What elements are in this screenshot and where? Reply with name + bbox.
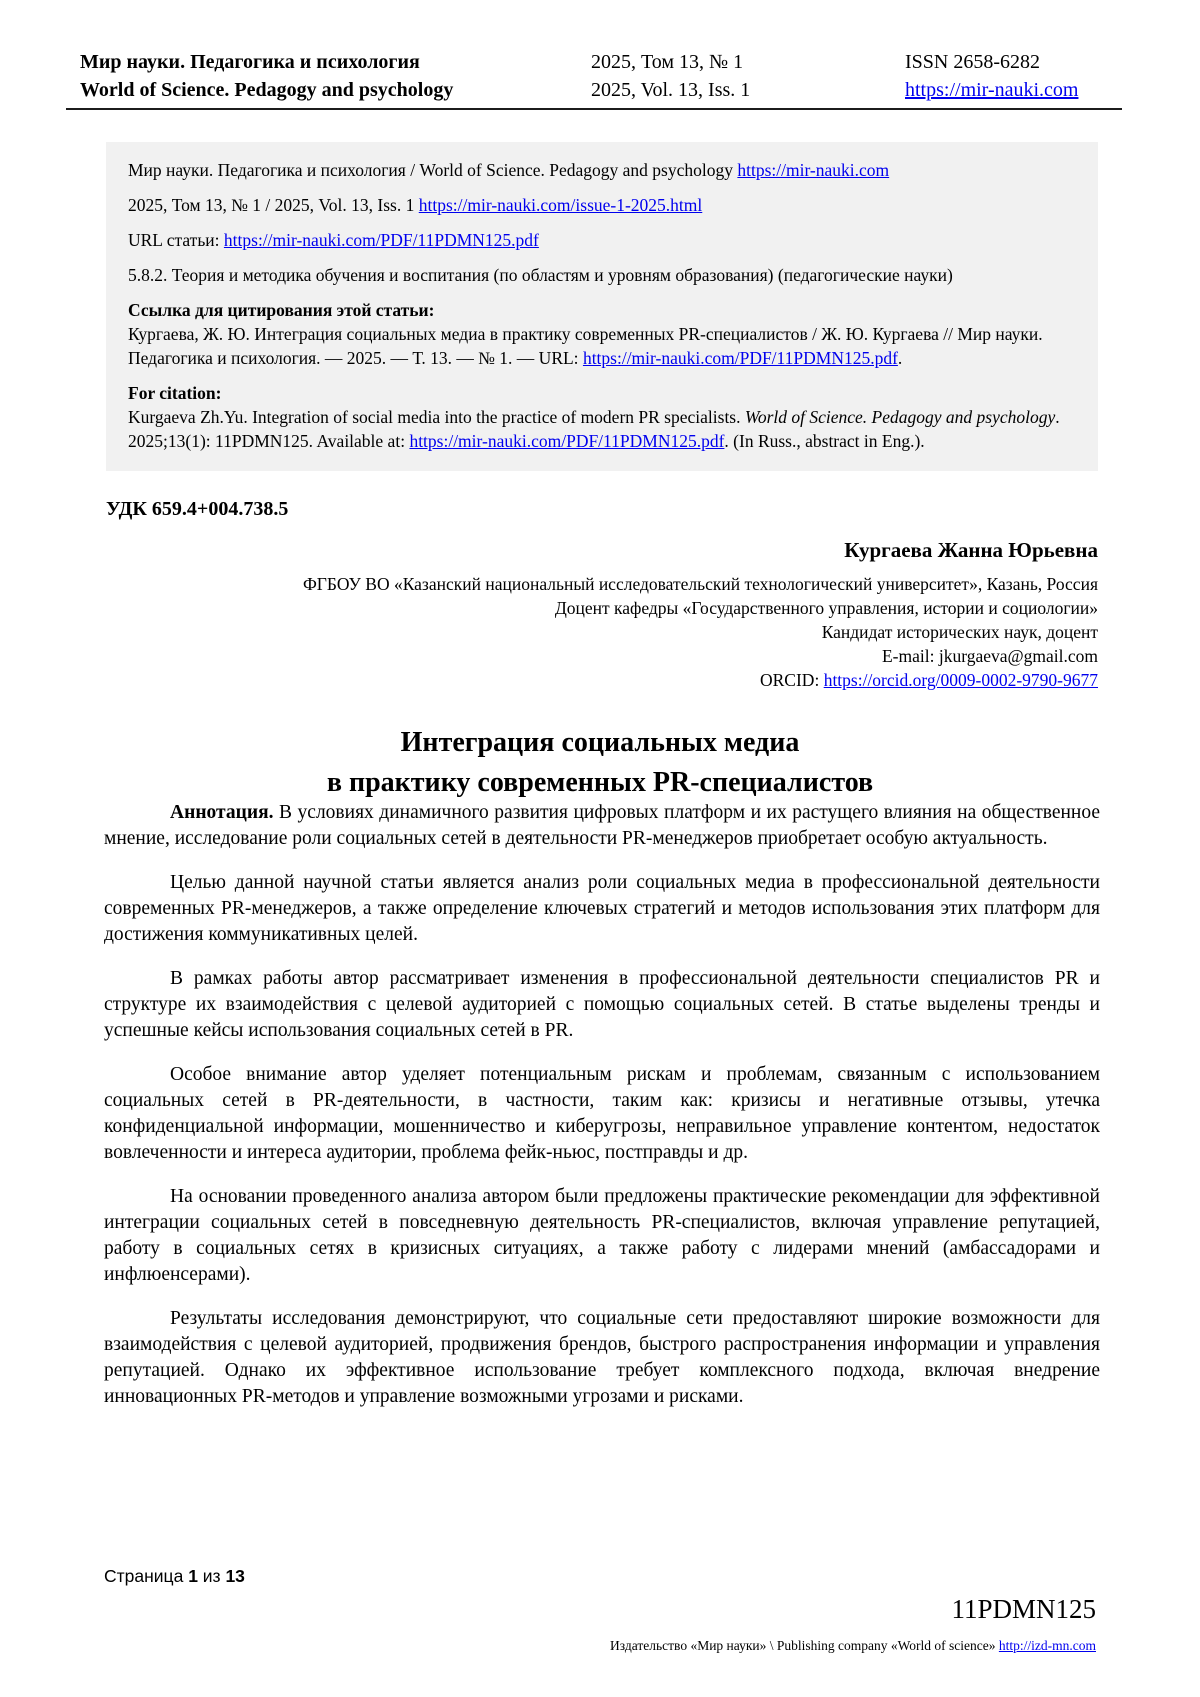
box-article-url-link[interactable]: https://mir-nauki.com/PDF/11PDMN125.pdf	[223, 230, 539, 250]
article-id: 11PDMN125	[951, 1594, 1096, 1624]
publisher-text: Издательство «Мир науки» \ Publishing company «World of science»	[610, 1638, 999, 1653]
box-journal-text: Мир науки. Педагогика и психология / World of Science. Pedagogy and psychology	[128, 160, 738, 180]
page-counter-current: 1	[188, 1566, 198, 1586]
email-label: E-mail:	[881, 646, 939, 666]
ru-citation-link[interactable]: https://mir-nauki.com/PDF/11PDMN125.pdf	[582, 348, 898, 368]
author-orcid-line	[106, 668, 1098, 692]
page-counter-total: 13	[225, 1566, 245, 1586]
article-title-line2: в практику современных PR-специалистов	[326, 766, 874, 798]
en-citation-link[interactable]: https://mir-nauki.com/PDF/11PDMN125.pdf	[409, 431, 725, 451]
page-counter	[104, 1566, 245, 1587]
en-citation-body-1: Kurgaeva Zh.Yu. Integration of social media into the practice of modern PR specialists.	[128, 407, 745, 427]
abstract-paragraph-5: На основании проведенного анализа автором были предложены практические рекомендации для эффективной интеграции социальных сетей в повседневную деятельность PR-специалистов, включая управление репутацией, работу в социальных сетях в кризисных ситуациях, а также работу с лидерами мнений (амбассадорами и инфлюенсерами).	[104, 1186, 1100, 1285]
journal-title-ru: Мир науки. Педагогика и психология	[80, 51, 420, 73]
journal-title-en: World of Science. Pedagogy and psychology	[80, 79, 454, 101]
abstract-paragraph-6: Результаты исследования демонстрируют, что социальные сети предоставляют широкие возможности для взаимодействия с целевой аудиторией, продвижения брендов, быстрого распространения информации и управления репутацией. Однако их эффективное использование требует комплексного подхода, включая внедрение инновационных PR-методов и управление возможными угрозами и рисками.	[104, 1308, 1100, 1407]
en-citation-body-2: . 2025;13(1): 11PDMN125. Available at:	[128, 407, 1060, 451]
box-article-url-line	[128, 228, 1076, 252]
ru-citation-label: Ссылка для цитирования этой статьи:	[128, 300, 435, 320]
running-head-journal	[80, 48, 453, 104]
box-article-url-label: URL статьи:	[128, 230, 224, 250]
en-citation-journal-italic: World of Science. Pedagogy and psychology	[744, 407, 1056, 427]
box-specialty-line: 5.8.2. Теория и методика обучения и воспитания (по областям и уровням образования) (педагогические науки)	[128, 265, 953, 285]
abstract-section	[104, 800, 1100, 1428]
box-journal-link[interactable]: https://mir-nauki.com	[737, 160, 890, 180]
article-title	[0, 723, 1200, 803]
author-degree: Кандидат исторических наук, доцент	[821, 622, 1098, 642]
abstract-paragraph-1-text: В условиях динамичного развития цифровых платформ и их растущего влияния на общественное мнение, исследование роли социальных сетей в деятельности PR-менеджеров приобретает особую актуальность.	[104, 802, 1101, 849]
ru-citation-tail: .	[897, 348, 903, 368]
abstract-paragraph-4: Особое внимание автор уделяет потенциальным рискам и проблемам, связанным с использованием социальных сетей в PR-деятельности, в частности, таким как: кризисы и негативные отзывы, утечка конфиденциальной информации, мошенничество и киберугрозы, неправильное управление контентом, недостаток вовлеченности и интереса аудитории, проблема фейк-ньюс, постправды и др.	[104, 1064, 1100, 1163]
running-head-issue	[591, 48, 750, 104]
abstract-paragraph-2: Целью данной научной статьи является анализ роли социальных медиа в профессиональной деятельности современных PR-менеджеров, а также определение ключевых стратегий и методов использования этих платформ для достижения коммуникативных целей.	[104, 872, 1100, 945]
abstract-paragraph-1	[104, 800, 1100, 852]
en-citation-label: For citation:	[128, 383, 222, 403]
box-issue-text: 2025, Том 13, № 1 / 2025, Vol. 13, Iss. 1	[128, 195, 419, 215]
orcid-link[interactable]: https://orcid.org/0009-0002-9790-9677	[823, 670, 1098, 690]
journal-site-link[interactable]: https://mir-nauki.com	[905, 79, 1079, 101]
page-counter-label: Страница	[104, 1566, 189, 1586]
author-name: Кургаева Жанна Юрьевна	[844, 538, 1098, 562]
box-issue-line	[128, 193, 1076, 217]
issn-number: ISSN 2658-6282	[905, 51, 1041, 73]
ru-citation-body: Кургаева, Ж. Ю. Интеграция социальных медиа в практику современных PR-специалистов / Ж. Ю. Кургаева // Мир науки. Педагогика и психология. — 2025. — Т. 13. — № 1. — URL:	[128, 324, 1043, 368]
box-issue-link[interactable]: https://mir-nauki.com/issue-1-2025.html	[418, 195, 703, 215]
author-position: Доцент кафедры «Государственного управления, истории и социологии»	[554, 598, 1098, 618]
publisher-link[interactable]: http://izd-mn.com	[998, 1638, 1096, 1653]
box-journal-line	[128, 158, 1076, 182]
abstract-label: Аннотация.	[170, 802, 274, 823]
citation-info-box	[106, 142, 1098, 471]
header-rule	[66, 108, 1122, 110]
running-head-issn	[905, 48, 1078, 104]
page-counter-of: из	[197, 1566, 226, 1586]
ru-citation-text	[128, 322, 1076, 370]
en-citation-body-3: . (In Russ., abstract in Eng.).	[724, 431, 925, 451]
author-affiliation: ФГБОУ ВО «Казанский национальный исследовательский технологический университет», Казань, Россия	[302, 574, 1098, 594]
author-email-line	[106, 644, 1098, 668]
issue-ru: 2025, Том 13, № 1	[591, 51, 744, 73]
publisher-line	[610, 1638, 1096, 1654]
orcid-label: ORCID:	[760, 670, 824, 690]
author-block	[106, 538, 1098, 692]
email-value: jkurgaeva@gmail.com	[938, 646, 1098, 666]
article-title-line1: Интеграция социальных медиа	[400, 726, 800, 758]
abstract-paragraph-3: В рамках работы автор рассматривает изменения в профессиональной деятельности специалистов PR и структуре их взаимодействия с целевой аудиторией с помощью социальных сетей. В статье выделены тренды и успешные кейсы использования социальных сетей в PR.	[104, 968, 1100, 1041]
issue-en: 2025, Vol. 13, Iss. 1	[591, 79, 751, 101]
en-citation-text	[128, 405, 1076, 453]
udc-code: УДК 659.4+004.738.5	[106, 498, 289, 520]
